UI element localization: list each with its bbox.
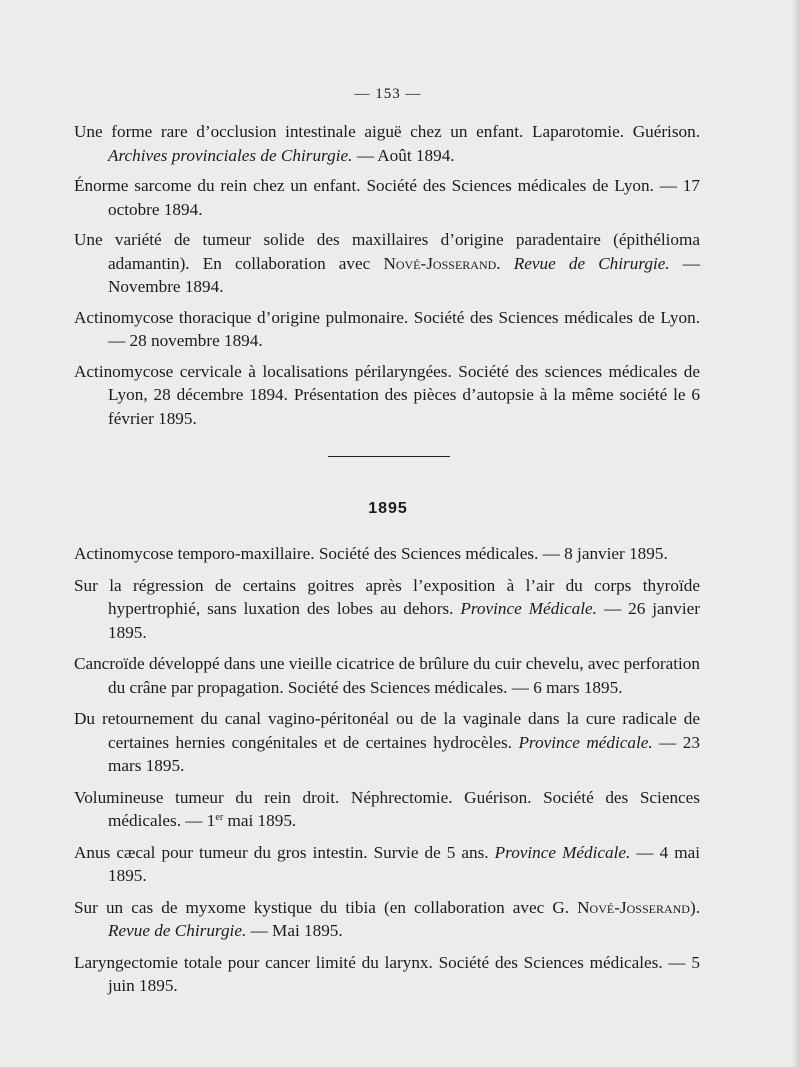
- bibliography-entry: Actinomycose thoracique d’origine pulmonaire. Société des Sciences médicales de Lyon. — 28 novembre 1894.: [74, 307, 700, 350]
- page-edge-shadow: [792, 0, 800, 1067]
- page-number: — 153 —: [354, 86, 422, 102]
- bibliography-entry: Laryngectomie totale pour cancer limité du larynx. Société des Sciences médicales. — 5 juin 1895.: [74, 952, 700, 995]
- bibliography-entry: Une forme rare d’occlusion intestinale aiguë chez un enfant. Laparotomie. Guérison. Archives provinciales de Chirurgie. — Août 1894.: [74, 122, 700, 165]
- section-divider: [328, 456, 450, 457]
- bibliography-entry: Sur la régression de certains goitres après l’exposition à l’air du corps thyroïde hypertrophié, sans luxation des lobes au dehors. Province Médicale. — 26 janvier 1895.: [74, 575, 700, 642]
- bibliography-entry: Sur un cas de myxome kystique du tibia (en collaboration avec G. Nové-Josserand). Revue de Chirurgie. — Mai 1895.: [74, 897, 700, 940]
- bibliography-entry: Anus cæcal pour tumeur du gros intestin. Survie de 5 ans. Province Médicale. — 4 mai 1895.: [74, 842, 701, 885]
- entries-1895-list: [74, 542, 700, 998]
- bibliography-entry: Du retournement du canal vagino-péritonéal ou de la vaginale dans la cure radicale de certaines hernies congénitales et de certaines hydrocèles. Province médicale. — 23 mars 1895.: [74, 709, 700, 775]
- year-heading: 1895: [368, 500, 408, 517]
- entries-1894-list: [74, 120, 700, 430]
- bibliography-entry: Volumineuse tumeur du rein droit. Néphrectomie. Guérison. Société des Sciences médicales. — 1er mai 1895.: [74, 787, 700, 830]
- bibliography-entry: Une variété de tumeur solide des maxillaires d’origine paradentaire (épithélioma adamantin). En collaboration avec Nové-Josserand. Revue de Chirurgie. — Novembre 1894.: [74, 230, 701, 296]
- bibliography-entry: Actinomycose temporo-maxillaire. Société des Sciences médicales. — 8 janvier 1895.: [74, 544, 668, 563]
- bibliography-entry: Actinomycose cervicale à localisations périlaryngées. Société des sciences médicales de Lyon, 28 décembre 1894. Présentation des pièces d’autopsie à la même société le 6 février 1895.: [74, 361, 700, 428]
- bibliography-entry: Cancroïde développé dans une vieille cicatrice de brûlure du cuir chevelu, avec perforation du crâne par propagation. Société des Sciences médicales. — 6 mars 1895.: [74, 654, 700, 697]
- bibliography-entry: Énorme sarcome du rein chez un enfant. Société des Sciences médicales de Lyon. — 17 octobre 1894.: [74, 176, 700, 219]
